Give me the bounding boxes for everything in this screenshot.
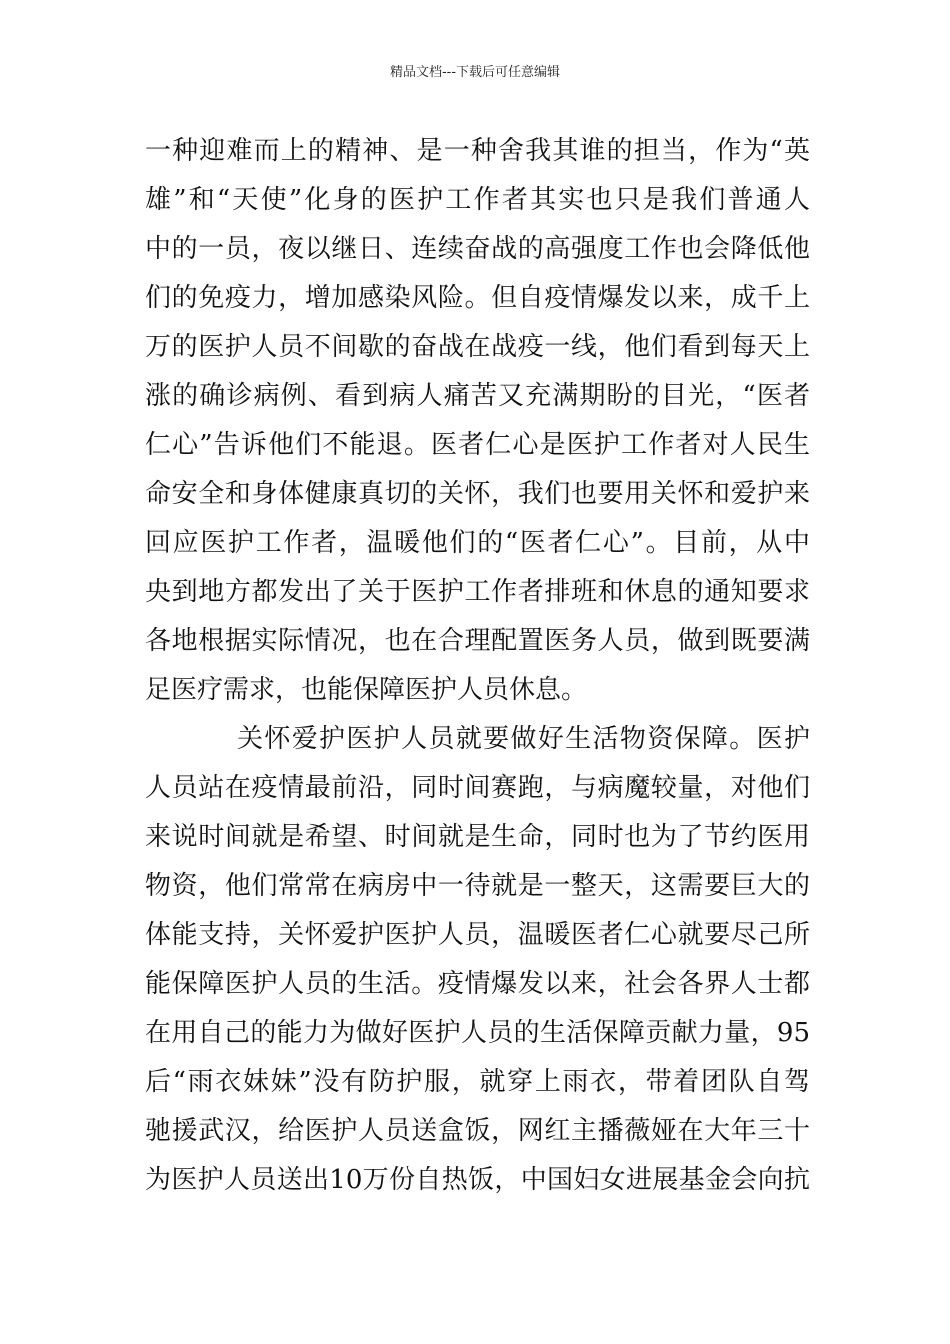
- text-line: 能保障医护人员的生活。疫情爆发以来，社会各界人士都: [145, 969, 810, 999]
- text-line: 为医护人员送出10万份自热饭，中国妇女进展基金会向抗: [145, 1165, 810, 1195]
- text-line: 人员站在疫情最前沿，同时间赛跑，与病魔较量，对他们: [145, 773, 810, 803]
- page-header: 精品文档---下载后可任意编辑: [389, 65, 561, 80]
- text-line: 仁心”告诉他们不能退。医者仁心是医护工作者对人民生: [145, 430, 810, 460]
- text-line: 回应医护工作者，温暖他们的“医者仁心”。目前，从中: [145, 528, 810, 558]
- text-line: 驰援武汉，给医护人员送盒饭，网红主播薇娅在大年三十: [145, 1116, 810, 1146]
- text-line: 足医疗需求，也能保障医护人员休息。: [145, 675, 588, 705]
- text-line: 关怀爱护医护人员就要做好生活物资保障。医护: [237, 724, 810, 754]
- text-line: 体能支持，关怀爱护医护人员，温暖医者仁心就要尽己所: [145, 920, 810, 950]
- text-line: 涨的确诊病例、看到病人痛苦又充满期盼的目光，“医者: [145, 381, 810, 411]
- text-line: 在用自己的能力为做好医护人员的生活保障贡献力量，95: [145, 1018, 810, 1048]
- text-line: 物资，他们常常在病房中一待就是一整天，这需要巨大的: [145, 871, 810, 901]
- paragraph: [145, 127, 810, 715]
- text-line: 雄”和“天使”化身的医护工作者其实也只是我们普通人: [145, 185, 810, 215]
- text-line: 万的医护人员不间歇的奋战在战疫一线，他们看到每天上: [145, 332, 810, 362]
- text-line: 各地根据实际情况，也在合理配置医务人员，做到既要满: [145, 626, 810, 656]
- text-line: 央到地方都发出了关于医护工作者排班和休息的通知要求: [145, 577, 810, 607]
- text-line: 命安全和身体健康真切的关怀，我们也要用关怀和爱护来: [145, 479, 810, 509]
- text-line: 一种迎难而上的精神、是一种舍我其谁的担当，作为“英: [145, 136, 810, 166]
- document-body: [145, 127, 810, 1205]
- text-line: 中的一员，夜以继日、连续奋战的高强度工作也会降低他: [145, 234, 810, 264]
- text-line: 来说时间就是希望、时间就是生命，同时也为了节约医用: [145, 822, 810, 852]
- paragraph: [145, 715, 810, 1205]
- text-line: 后“雨衣妹妹”没有防护服，就穿上雨衣，带着团队自驾: [145, 1067, 810, 1097]
- text-line: 们的免疫力，增加感染风险。但自疫情爆发以来，成千上: [145, 283, 810, 313]
